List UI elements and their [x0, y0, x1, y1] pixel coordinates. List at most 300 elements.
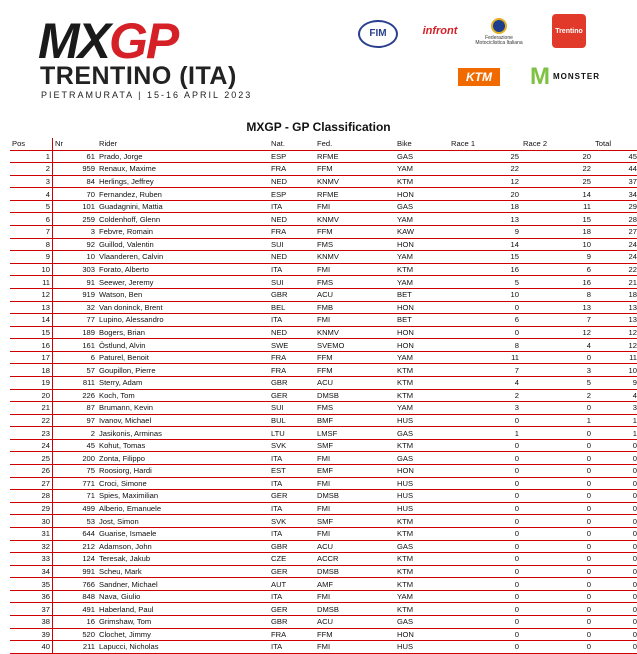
cell-pos: 7	[10, 226, 53, 239]
cell-nr: 771	[53, 477, 98, 490]
cell-rider: Goupillon, Pierre	[97, 364, 269, 377]
cell-rider: Jasikonis, Arminas	[97, 427, 269, 440]
cell-nr: 124	[53, 553, 98, 566]
cell-race2: 14	[521, 188, 593, 201]
cell-nr: 57	[53, 364, 98, 377]
cell-total: 12	[593, 339, 637, 352]
table-row	[10, 314, 637, 327]
cell-nr: 919	[53, 288, 98, 301]
cell-nat: ESP	[269, 150, 315, 163]
classification-table	[10, 138, 637, 654]
classification-title: MXGP - GP Classification	[246, 120, 391, 134]
cell-nat: GER	[269, 389, 315, 402]
cell-bike: KTM	[395, 553, 449, 566]
table-row	[10, 276, 637, 289]
cell-bike: YAM	[395, 276, 449, 289]
cell-total: 0	[593, 527, 637, 540]
cell-nat: BUL	[269, 414, 315, 427]
cell-race2: 3	[521, 364, 593, 377]
cell-bike: YAM	[395, 213, 449, 226]
cell-nr: 959	[53, 163, 98, 176]
cell-race2: 0	[521, 578, 593, 591]
cell-total: 0	[593, 452, 637, 465]
cell-total: 28	[593, 213, 637, 226]
cell-race2: 0	[521, 540, 593, 553]
cell-race1: 0	[449, 641, 521, 654]
cell-bike: HON	[395, 238, 449, 251]
table-row	[10, 339, 637, 352]
cell-nr: 6	[53, 351, 98, 364]
cell-nr: 259	[53, 213, 98, 226]
cell-fed: FMI	[315, 314, 395, 327]
cell-nr: 71	[53, 490, 98, 503]
cell-race2: 11	[521, 200, 593, 213]
cell-pos: 34	[10, 565, 53, 578]
cell-bike: GAS	[395, 452, 449, 465]
cell-race1: 0	[449, 615, 521, 628]
cell-nat: ITA	[269, 527, 315, 540]
cell-race2: 0	[521, 427, 593, 440]
cell-race2: 0	[521, 402, 593, 415]
cell-rider: Vlaanderen, Calvin	[97, 251, 269, 264]
cell-nat: LTU	[269, 427, 315, 440]
cell-total: 21	[593, 276, 637, 289]
cell-nat: EST	[269, 465, 315, 478]
cell-nat: GER	[269, 565, 315, 578]
cell-race2: 9	[521, 251, 593, 264]
cell-race2: 0	[521, 553, 593, 566]
cell-race2: 0	[521, 502, 593, 515]
cell-total: 29	[593, 200, 637, 213]
cell-rider: Herlings, Jeffrey	[97, 175, 269, 188]
table-row	[10, 351, 637, 364]
table-row	[10, 376, 637, 389]
cell-race2: 0	[521, 590, 593, 603]
cell-nat: FRA	[269, 163, 315, 176]
table-row	[10, 326, 637, 339]
cell-rider: Jost, Simon	[97, 515, 269, 528]
cell-pos: 28	[10, 490, 53, 503]
cell-nat: ITA	[269, 590, 315, 603]
table-row	[10, 565, 637, 578]
cell-pos: 39	[10, 628, 53, 641]
table-row	[10, 414, 637, 427]
cell-bike: KTM	[395, 527, 449, 540]
cell-race2: 25	[521, 175, 593, 188]
cell-rider: Lupino, Alessandro	[97, 314, 269, 327]
cell-race1: 4	[449, 376, 521, 389]
cell-race1: 11	[449, 351, 521, 364]
cell-nat: ITA	[269, 452, 315, 465]
cell-bike: HON	[395, 301, 449, 314]
cell-rider: Roosiorg, Hardi	[97, 465, 269, 478]
cell-race2: 0	[521, 465, 593, 478]
fim-logo: FIM	[358, 20, 398, 48]
table-header-row	[10, 138, 637, 150]
table-row	[10, 226, 637, 239]
cell-fed: LMSF	[315, 427, 395, 440]
cell-nr: 70	[53, 188, 98, 201]
cell-rider: Östlund, Alvin	[97, 339, 269, 352]
cell-nat: SUI	[269, 276, 315, 289]
cell-rider: Nava, Giulio	[97, 590, 269, 603]
cell-pos: 12	[10, 288, 53, 301]
cell-nr: 491	[53, 603, 98, 616]
cell-nat: FRA	[269, 628, 315, 641]
cell-pos: 31	[10, 527, 53, 540]
cell-pos: 22	[10, 414, 53, 427]
cell-total: 9	[593, 376, 637, 389]
cell-race1: 16	[449, 263, 521, 276]
cell-nr: 226	[53, 389, 98, 402]
cell-nr: 848	[53, 590, 98, 603]
cell-fed: DMSB	[315, 389, 395, 402]
cell-total: 37	[593, 175, 637, 188]
cell-rider: Guadagnini, Mattia	[97, 200, 269, 213]
cell-fed: AMF	[315, 578, 395, 591]
cell-pos: 15	[10, 326, 53, 339]
cell-fed: FMS	[315, 402, 395, 415]
cell-race2: 4	[521, 339, 593, 352]
cell-bike: KTM	[395, 389, 449, 402]
cell-nr: 97	[53, 414, 98, 427]
cell-bike: KTM	[395, 439, 449, 452]
cell-nat: NED	[269, 175, 315, 188]
cell-race2: 7	[521, 314, 593, 327]
cell-rider: Scheu, Mark	[97, 565, 269, 578]
cell-nr: 16	[53, 615, 98, 628]
cell-fed: FMS	[315, 238, 395, 251]
cell-race1: 18	[449, 200, 521, 213]
table-row	[10, 515, 637, 528]
cell-race2: 0	[521, 439, 593, 452]
cell-race2: 5	[521, 376, 593, 389]
cell-nr: 211	[53, 641, 98, 654]
cell-pos: 21	[10, 402, 53, 415]
table-row	[10, 427, 637, 440]
cell-race1: 0	[449, 578, 521, 591]
cell-nat: ESP	[269, 188, 315, 201]
cell-fed: FMI	[315, 590, 395, 603]
cell-fed: ACU	[315, 288, 395, 301]
cell-total: 10	[593, 364, 637, 377]
table-row	[10, 578, 637, 591]
cell-race2: 15	[521, 213, 593, 226]
cell-rider: Clochet, Jimmy	[97, 628, 269, 641]
cell-race2: 12	[521, 326, 593, 339]
cell-nat: GER	[269, 603, 315, 616]
cell-nat: GER	[269, 490, 315, 503]
cell-race1: 3	[449, 402, 521, 415]
cell-nat: NED	[269, 213, 315, 226]
table-row	[10, 301, 637, 314]
cell-nr: 87	[53, 402, 98, 415]
cell-pos: 36	[10, 590, 53, 603]
cell-pos: 30	[10, 515, 53, 528]
cell-rider: Van doninck, Brent	[97, 301, 269, 314]
cell-fed: FMI	[315, 477, 395, 490]
event-title: TRENTINO (ITA)	[40, 62, 237, 90]
cell-nat: GBR	[269, 288, 315, 301]
table-row	[10, 163, 637, 176]
cell-pos: 17	[10, 351, 53, 364]
table-row	[10, 628, 637, 641]
cell-pos: 37	[10, 603, 53, 616]
cell-race2: 0	[521, 477, 593, 490]
cell-race2: 0	[521, 628, 593, 641]
cell-total: 24	[593, 251, 637, 264]
table-row	[10, 263, 637, 276]
cell-bike: HON	[395, 628, 449, 641]
column-header-nat: Nat.	[269, 138, 315, 150]
cell-pos: 4	[10, 188, 53, 201]
page-header	[0, 0, 637, 118]
infront-logo: infront	[422, 25, 458, 37]
cell-race2: 16	[521, 276, 593, 289]
cell-nat: ITA	[269, 200, 315, 213]
cell-bike: HUS	[395, 414, 449, 427]
cell-nr: 189	[53, 326, 98, 339]
cell-rider: Renaux, Maxime	[97, 163, 269, 176]
cell-rider: Sandner, Michael	[97, 578, 269, 591]
cell-fed: FFM	[315, 226, 395, 239]
cell-fed: SVEMO	[315, 339, 395, 352]
table-row	[10, 213, 637, 226]
cell-race2: 0	[521, 351, 593, 364]
cell-total: 13	[593, 301, 637, 314]
cell-nr: 32	[53, 301, 98, 314]
cell-nr: 991	[53, 565, 98, 578]
cell-rider: Guarise, Ismaele	[97, 527, 269, 540]
cell-nr: 499	[53, 502, 98, 515]
cell-nr: 91	[53, 276, 98, 289]
cell-nr: 303	[53, 263, 98, 276]
cell-pos: 32	[10, 540, 53, 553]
cell-rider: Grimshaw, Tom	[97, 615, 269, 628]
table-row	[10, 465, 637, 478]
cell-rider: Adamson, John	[97, 540, 269, 553]
cell-fed: ACU	[315, 540, 395, 553]
cell-nat: SWE	[269, 339, 315, 352]
cell-total: 45	[593, 150, 637, 163]
cell-race1: 25	[449, 150, 521, 163]
cell-fed: RFME	[315, 188, 395, 201]
cell-pos: 20	[10, 389, 53, 402]
cell-race2: 13	[521, 301, 593, 314]
cell-total: 18	[593, 288, 637, 301]
table-row	[10, 615, 637, 628]
cell-nat: ITA	[269, 314, 315, 327]
cell-pos: 40	[10, 641, 53, 654]
cell-total: 0	[593, 578, 637, 591]
table-row	[10, 527, 637, 540]
cell-nat: GBR	[269, 615, 315, 628]
cell-nat: SVK	[269, 515, 315, 528]
cell-race1: 0	[449, 452, 521, 465]
table-row	[10, 200, 637, 213]
cell-nat: NED	[269, 251, 315, 264]
cell-pos: 24	[10, 439, 53, 452]
cell-total: 24	[593, 238, 637, 251]
cell-pos: 25	[10, 452, 53, 465]
cell-fed: KNMV	[315, 175, 395, 188]
cell-nr: 92	[53, 238, 98, 251]
cell-pos: 1	[10, 150, 53, 163]
cell-race2: 20	[521, 150, 593, 163]
cell-nat: NED	[269, 326, 315, 339]
cell-pos: 29	[10, 502, 53, 515]
cell-fed: FMI	[315, 641, 395, 654]
cell-nat: FRA	[269, 364, 315, 377]
table-row	[10, 150, 637, 163]
cell-rider: Watson, Ben	[97, 288, 269, 301]
cell-rider: Brumann, Kevin	[97, 402, 269, 415]
cell-bike: KTM	[395, 364, 449, 377]
cell-bike: HUS	[395, 641, 449, 654]
table-row	[10, 238, 637, 251]
cell-bike: KTM	[395, 578, 449, 591]
table-row	[10, 490, 637, 503]
cell-total: 0	[593, 565, 637, 578]
mxgp-logo: MXGP	[38, 13, 178, 69]
cell-bike: HON	[395, 339, 449, 352]
table-row	[10, 175, 637, 188]
cell-race1: 0	[449, 502, 521, 515]
cell-nr: 61	[53, 150, 98, 163]
cell-nr: 53	[53, 515, 98, 528]
cell-bike: YAM	[395, 351, 449, 364]
column-header-bike: Bike	[395, 138, 449, 150]
fmi-emblem-icon	[491, 18, 507, 34]
cell-rider: Croci, Simone	[97, 477, 269, 490]
table-row	[10, 288, 637, 301]
table-body	[10, 150, 637, 653]
cell-fed: FMI	[315, 527, 395, 540]
cell-fed: SMF	[315, 439, 395, 452]
cell-total: 12	[593, 326, 637, 339]
cell-bike: KTM	[395, 515, 449, 528]
cell-race1: 0	[449, 565, 521, 578]
cell-rider: Haberland, Paul	[97, 603, 269, 616]
cell-race1: 0	[449, 414, 521, 427]
cell-race1: 12	[449, 175, 521, 188]
cell-rider: Febvre, Romain	[97, 226, 269, 239]
cell-fed: KNMV	[315, 326, 395, 339]
cell-bike: BET	[395, 314, 449, 327]
cell-total: 0	[593, 615, 637, 628]
cell-nr: 766	[53, 578, 98, 591]
cell-nr: 75	[53, 465, 98, 478]
cell-race1: 0	[449, 490, 521, 503]
cell-total: 0	[593, 477, 637, 490]
cell-total: 0	[593, 502, 637, 515]
cell-pos: 14	[10, 314, 53, 327]
cell-pos: 35	[10, 578, 53, 591]
cell-total: 0	[593, 465, 637, 478]
cell-total: 44	[593, 163, 637, 176]
cell-fed: ACU	[315, 615, 395, 628]
cell-race1: 0	[449, 628, 521, 641]
cell-race1: 0	[449, 465, 521, 478]
cell-race1: 8	[449, 339, 521, 352]
cell-race1: 0	[449, 540, 521, 553]
cell-nr: 2	[53, 427, 98, 440]
cell-race1: 0	[449, 603, 521, 616]
cell-pos: 9	[10, 251, 53, 264]
cell-fed: ACCR	[315, 553, 395, 566]
cell-total: 0	[593, 490, 637, 503]
cell-fed: FFM	[315, 163, 395, 176]
cell-rider: Lapucci, Nicholas	[97, 641, 269, 654]
cell-nat: FRA	[269, 226, 315, 239]
cell-pos: 27	[10, 477, 53, 490]
cell-race2: 6	[521, 263, 593, 276]
column-header-race1: Race 1	[449, 138, 521, 150]
cell-total: 0	[593, 641, 637, 654]
column-header-total: Total	[593, 138, 637, 150]
cell-fed: DMSB	[315, 565, 395, 578]
cell-race1: 22	[449, 163, 521, 176]
cell-rider: Alberio, Emanuele	[97, 502, 269, 515]
table-row	[10, 364, 637, 377]
cell-rider: Forato, Alberto	[97, 263, 269, 276]
cell-pos: 6	[10, 213, 53, 226]
cell-pos: 2	[10, 163, 53, 176]
cell-fed: FMI	[315, 452, 395, 465]
cell-bike: HUS	[395, 477, 449, 490]
cell-pos: 38	[10, 615, 53, 628]
cell-bike: HUS	[395, 490, 449, 503]
cell-fed: ACU	[315, 376, 395, 389]
cell-nr: 10	[53, 251, 98, 264]
cell-race2: 0	[521, 565, 593, 578]
cell-pos: 23	[10, 427, 53, 440]
cell-fed: DMSB	[315, 490, 395, 503]
cell-total: 0	[593, 515, 637, 528]
cell-fed: SMF	[315, 515, 395, 528]
cell-nat: ITA	[269, 502, 315, 515]
cell-bike: GAS	[395, 427, 449, 440]
cell-bike: GAS	[395, 540, 449, 553]
cell-pos: 5	[10, 200, 53, 213]
cell-race1: 0	[449, 590, 521, 603]
cell-race2: 18	[521, 226, 593, 239]
cell-fed: FFM	[315, 364, 395, 377]
cell-bike: KAW	[395, 226, 449, 239]
cell-nat: BEL	[269, 301, 315, 314]
column-header-race2: Race 2	[521, 138, 593, 150]
cell-nat: AUT	[269, 578, 315, 591]
cell-rider: Guillod, Valentin	[97, 238, 269, 251]
table-row	[10, 452, 637, 465]
cell-bike: BET	[395, 288, 449, 301]
cell-fed: FMI	[315, 263, 395, 276]
cell-nat: ITA	[269, 477, 315, 490]
cell-fed: FMS	[315, 276, 395, 289]
cell-fed: EMF	[315, 465, 395, 478]
cell-bike: GAS	[395, 615, 449, 628]
cell-total: 0	[593, 603, 637, 616]
table-row	[10, 540, 637, 553]
cell-bike: KTM	[395, 263, 449, 276]
cell-rider: Seewer, Jeremy	[97, 276, 269, 289]
cell-rider: Sterry, Adam	[97, 376, 269, 389]
cell-fed: KNMV	[315, 251, 395, 264]
cell-race2: 0	[521, 515, 593, 528]
table-row	[10, 603, 637, 616]
cell-nr: 3	[53, 226, 98, 239]
cell-race2: 0	[521, 603, 593, 616]
